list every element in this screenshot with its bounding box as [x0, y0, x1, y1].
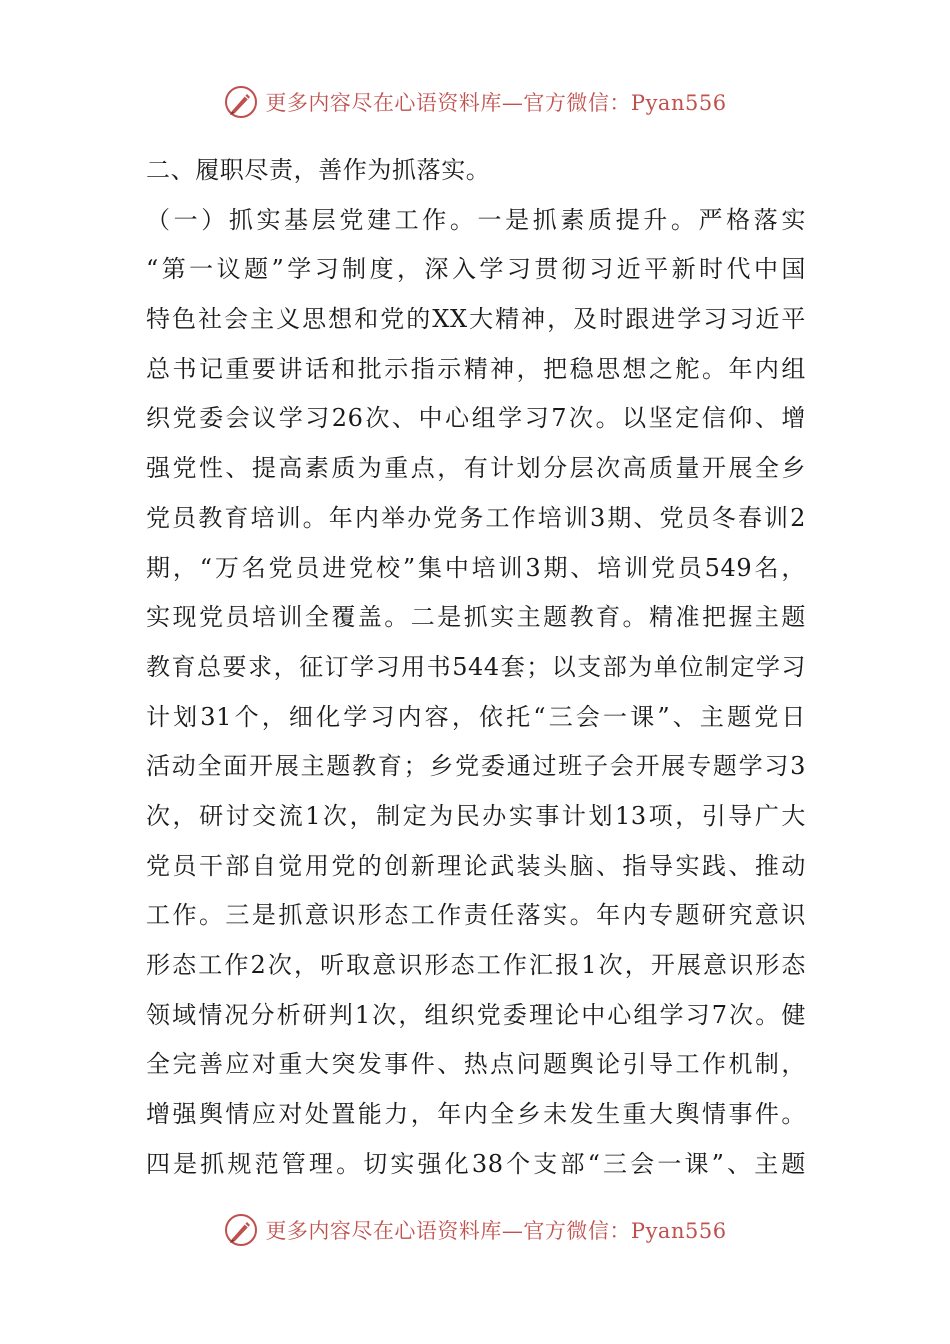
header-banner	[0, 80, 950, 124]
paragraph-line: 实现党员培训全覆盖。二是抓实主题教育。精准把握主题	[146, 603, 806, 632]
paragraph-line: 全完善应对重大突发事件、热点问题舆论引导工作机制，	[146, 1050, 806, 1079]
header-banner-text: 更多内容尽在心语资料库—官方微信：Pyan556	[265, 91, 727, 115]
paragraph-line: 总书记重要讲话和批示指示精神，把稳思想之舵。年内组	[146, 354, 806, 383]
paragraph-line: 增强舆情应对处置能力，年内全乡未发生重大舆情事件。	[146, 1100, 806, 1129]
paragraph-line: 织党委会议学习26次、中心组学习7次。以坚定信仰、增	[146, 404, 806, 433]
paragraph-line: 强党性、提高素质为重点，有计划分层次高质量开展全乡	[146, 454, 806, 483]
pen-logo-icon	[223, 84, 259, 120]
paragraph-line: 计划31个，细化学习内容，依托“三会一课”、主题党日	[146, 702, 806, 731]
section-heading: 二、履职尽责，善作为抓落实。	[146, 156, 491, 184]
paragraph-line: 特色社会主义思想和党的XX大精神，及时跟进学习习近平	[146, 305, 806, 334]
footer-banner-text: 更多内容尽在心语资料库—官方微信：Pyan556	[265, 1219, 727, 1243]
footer-banner	[0, 1208, 950, 1252]
paragraph-line: 党员教育培训。年内举办党务工作培训3期、党员冬春训2	[146, 503, 806, 532]
paragraph-line: “第一议题”学习制度，深入学习贯彻习近平新时代中国	[146, 255, 806, 284]
paragraph-line: 活动全面开展主题教育；乡党委通过班子会开展专题学习3	[146, 752, 806, 781]
paragraph-line: 工作。三是抓意识形态工作责任落实。年内专题研究意识	[146, 901, 806, 930]
paragraph-line: 领域情况分析研判1次，组织党委理论中心组学习7次。健	[146, 1000, 806, 1029]
paragraph-line: 党员干部自觉用党的创新理论武装头脑、指导实践、推动	[146, 851, 806, 880]
paragraph-line: 形态工作2次，听取意识形态工作汇报1次，开展意识形态	[146, 951, 806, 979]
paragraph-line: 次，研讨交流1次，制定为民办实事计划13项，引导广大	[146, 801, 806, 830]
pen-logo-icon	[223, 1212, 259, 1248]
paragraph-line: （一）抓实基层党建工作。一是抓素质提升。严格落实	[146, 205, 806, 234]
paragraph-line: 教育总要求，征订学习用书544套；以支部为单位制定学习	[146, 652, 806, 681]
document-body	[146, 146, 806, 1189]
paragraph-line: 期，“万名党员进党校”集中培训3期、培训党员549名，	[146, 553, 806, 582]
paragraph-line: 四是抓规范管理。切实强化38个支部“三会一课”、主题	[146, 1149, 806, 1178]
